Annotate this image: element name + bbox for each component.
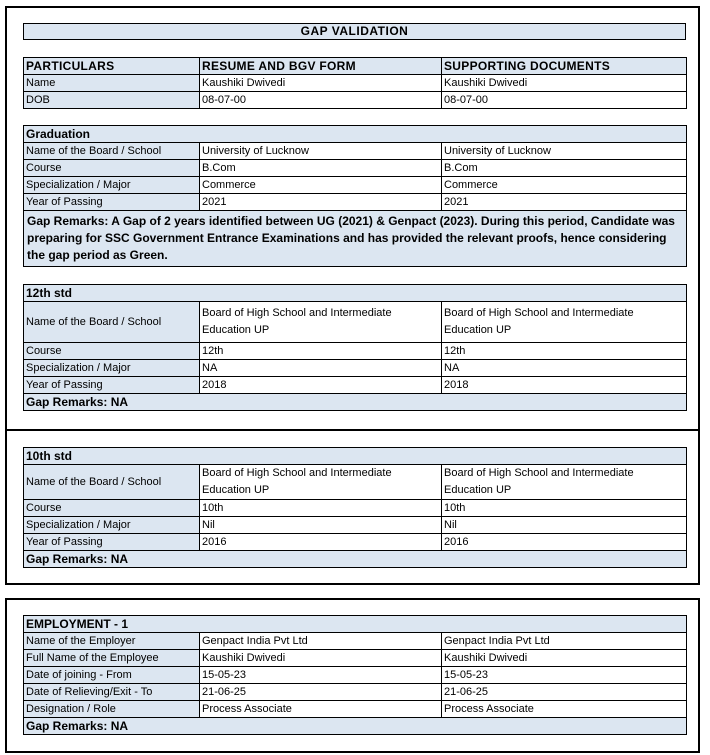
row-label: Year of Passing [24,194,200,211]
row-label: Year of Passing [24,534,200,551]
row-label: DOB [24,92,200,109]
documents-value: Nil [442,517,687,534]
table-row [24,377,687,394]
documents-value: 2021 [442,194,687,211]
documents-value: 21-06-25 [442,684,687,701]
resume-value: University of Lucknow [200,143,442,160]
resume-value: Commerce [200,177,442,194]
table-row [24,92,687,109]
column-header-row [24,58,687,75]
table-row [24,633,687,650]
col-header-documents: SUPPORTING DOCUMENTS [442,58,687,75]
table-row [24,701,687,718]
row-label: Full Name of the Employee [24,650,200,667]
col-header-particulars: PARTICULARS [24,58,200,75]
row-label: Date of Relieving/Exit - To [24,684,200,701]
table-row [24,500,687,517]
gap-remarks: Gap Remarks: NA [24,718,687,735]
documents-value: Genpact India Pvt Ltd [442,633,687,650]
gap-remarks: Gap Remarks: NA [24,551,687,568]
documents-value: 15-05-23 [442,667,687,684]
resume-value: Process Associate [200,701,442,718]
row-label: Specialization / Major [24,360,200,377]
table-row [24,75,687,92]
row-label: Name of the Board / School [24,143,200,160]
resume-value: NA [200,360,442,377]
documents-value: Kaushiki Dwivedi [442,75,687,92]
twelfth-table [23,284,687,411]
table-row [24,517,687,534]
resume-value: B.Com [200,160,442,177]
row-label: Name of the Board / School [24,465,200,500]
documents-value: NA [442,360,687,377]
row-label: Designation / Role [24,701,200,718]
gap-remarks: Gap Remarks: A Gap of 2 years identified between UG (2021) & Genpact (2023). During this period, Candidate was preparing for SSC Government Entrance Examinations and has provided the relevant proofs, hence considering the gap period as Green. [24,211,687,267]
resume-value: 15-05-23 [200,667,442,684]
tenth-table [23,447,687,568]
resume-value: 08-07-00 [200,92,442,109]
table-row [24,684,687,701]
row-label: Name of the Employer [24,633,200,650]
resume-value: 21-06-25 [200,684,442,701]
documents-value: 2016 [442,534,687,551]
documents-value: Commerce [442,177,687,194]
table-row [24,667,687,684]
resume-value: Kaushiki Dwivedi [200,650,442,667]
documents-value: Board of High School and Intermediate Education UP [442,465,687,500]
row-label: Name of the Board / School [24,302,200,343]
resume-value: Kaushiki Dwivedi [200,75,442,92]
table-row [24,360,687,377]
documents-value: 12th [442,343,687,360]
documents-value: B.Com [442,160,687,177]
documents-value: Board of High School and Intermediate Education UP [442,302,687,343]
resume-value: Nil [200,517,442,534]
section-heading: 10th std [24,448,687,465]
row-label: Course [24,343,200,360]
table-row [24,465,687,500]
title-table [23,23,686,40]
table-row [24,343,687,360]
resume-value: Board of High School and Intermediate Education UP [200,465,442,500]
section-heading: EMPLOYMENT - 1 [24,616,687,633]
documents-value: Process Associate [442,701,687,718]
row-label: Name [24,75,200,92]
table-row [24,534,687,551]
resume-value: Genpact India Pvt Ltd [200,633,442,650]
table-row [24,143,687,160]
row-label: Year of Passing [24,377,200,394]
col-header-resume: RESUME AND BGV FORM [200,58,442,75]
section-heading: 12th std [24,285,687,302]
personal-table [23,57,687,109]
row-label: Course [24,500,200,517]
resume-value: 2021 [200,194,442,211]
row-label: Specialization / Major [24,177,200,194]
resume-value: 2016 [200,534,442,551]
documents-value: University of Lucknow [442,143,687,160]
resume-value: 10th [200,500,442,517]
graduation-table [23,125,687,267]
table-row [24,194,687,211]
documents-value: 2018 [442,377,687,394]
row-label: Date of joining - From [24,667,200,684]
table-row [24,177,687,194]
employment-1-table [23,615,687,735]
row-label: Specialization / Major [24,517,200,534]
table-row [24,302,687,343]
resume-value: 2018 [200,377,442,394]
row-label: Course [24,160,200,177]
documents-value: 08-07-00 [442,92,687,109]
documents-value: 10th [442,500,687,517]
gap-remarks: Gap Remarks: NA [24,394,687,411]
page-title: GAP VALIDATION [24,24,686,40]
section-heading: Graduation [24,126,687,143]
resume-value: 12th [200,343,442,360]
documents-value: Kaushiki Dwivedi [442,650,687,667]
resume-value: Board of High School and Intermediate Education UP [200,302,442,343]
table-row [24,650,687,667]
table-row [24,160,687,177]
